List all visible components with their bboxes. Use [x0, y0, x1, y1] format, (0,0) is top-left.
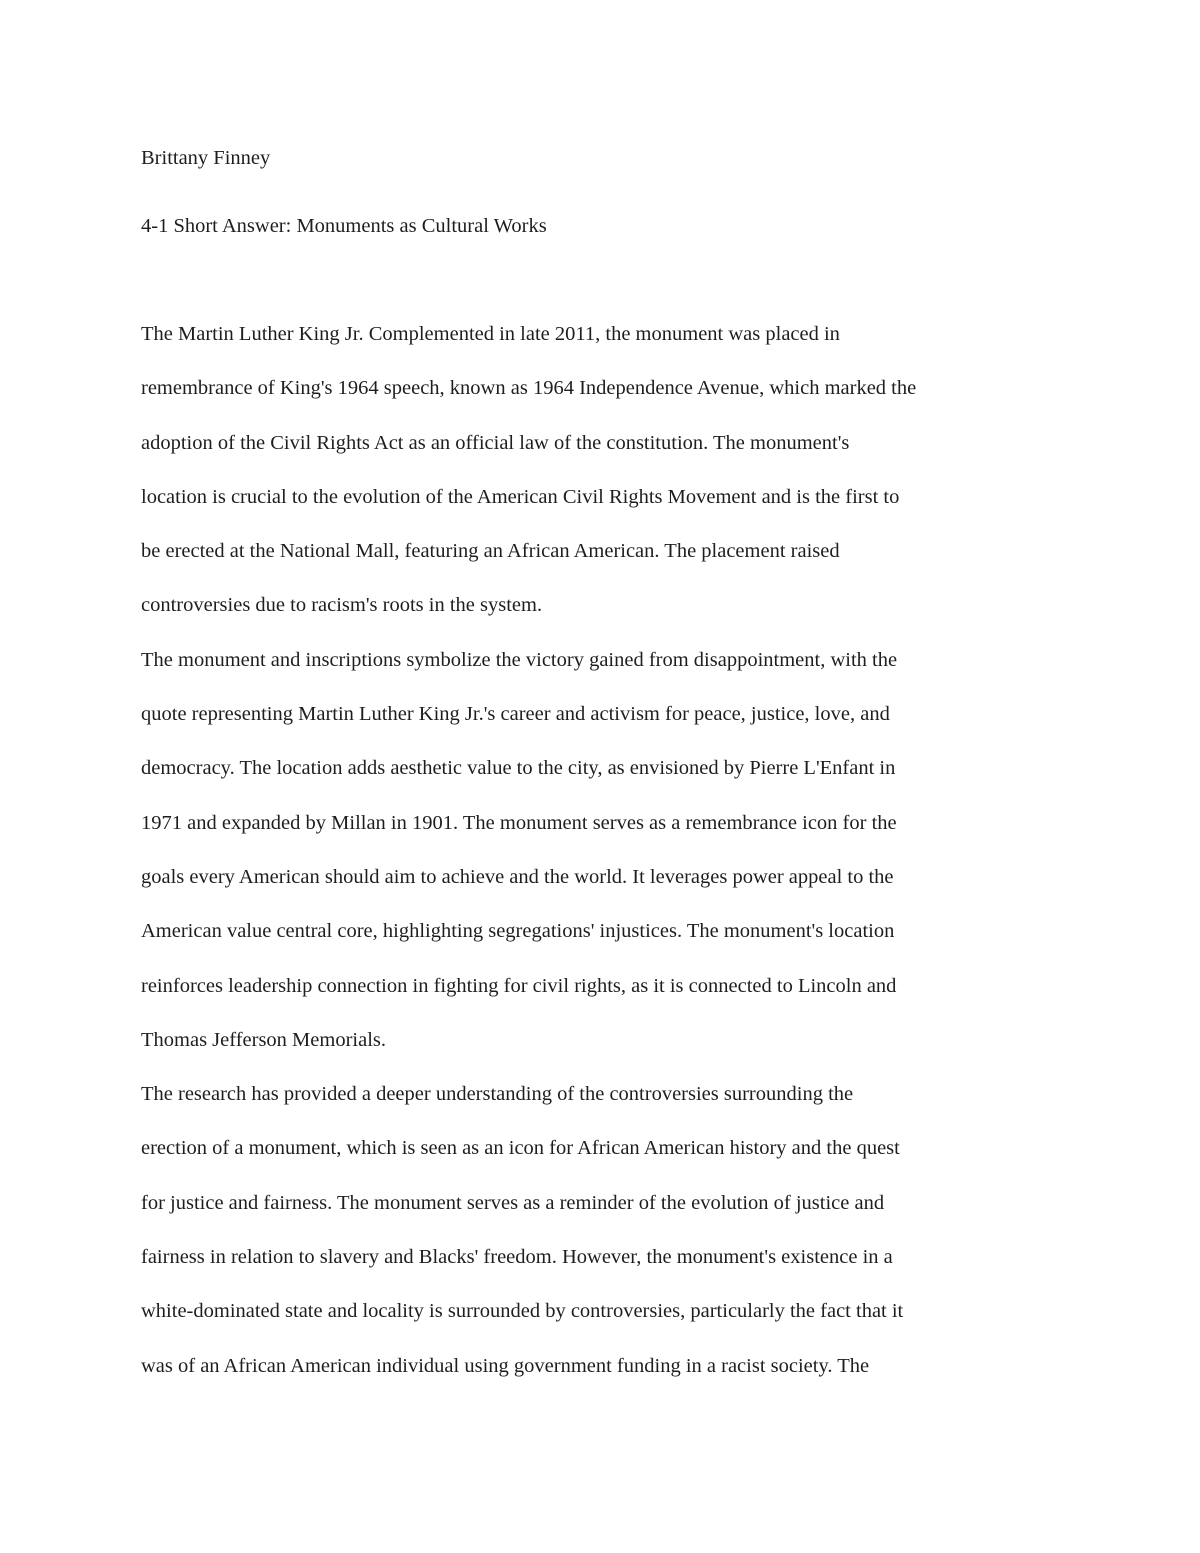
text-line: erection of a monument, which is seen as an icon for African American history and the quest — [141, 1137, 900, 1160]
text-line: adoption of the Civil Rights Act as an official law of the constitution. The monument's — [141, 431, 850, 454]
text-line: controversies due to racism's roots in the system. — [141, 594, 543, 617]
text-line: reinforces leadership connection in fighting for civil rights, as it is connected to Lincoln and — [141, 974, 897, 997]
text-line: remembrance of King's 1964 speech, known as 1964 Independence Avenue, which marked the — [141, 377, 917, 400]
text-line: for justice and fairness. The monument serves as a reminder of the evolution of justice and — [141, 1191, 885, 1214]
assignment-title: 4-1 Short Answer: Monuments as Cultural Works — [141, 215, 547, 237]
author-name: Brittany Finney — [141, 147, 271, 169]
text-line: white-dominated state and locality is surrounded by controversies, particularly the fact that it — [141, 1300, 904, 1323]
text-line: 1971 and expanded by Millan in 1901. The monument serves as a remembrance icon for the — [141, 811, 897, 834]
text-line: fairness in relation to slavery and Blacks' freedom. However, the monument's existence in a — [141, 1246, 893, 1269]
text-line: location is crucial to the evolution of the American Civil Rights Movement and is the first to — [141, 485, 900, 508]
text-line: be erected at the National Mall, featuring an African American. The placement raised — [141, 540, 840, 563]
text-line: The monument and inscriptions symbolize the victory gained from disappointment, with the — [141, 648, 898, 671]
text-line: was of an African American individual using government funding in a racist society. The — [141, 1354, 870, 1377]
text-line: democracy. The location adds aesthetic value to the city, as envisioned by Pierre L'Enfant in — [141, 757, 896, 780]
text-line: goals every American should aim to achieve and the world. It leverages power appeal to the — [141, 865, 894, 888]
text-line: American value central core, highlighting segregations' injustices. The monument's location — [141, 920, 895, 943]
text-line: Thomas Jefferson Memorials. — [141, 1028, 386, 1051]
text-line: quote representing Martin Luther King Jr.'s career and activism for peace, justice, love, and — [141, 703, 890, 726]
text-line: The research has provided a deeper understanding of the controversies surrounding the — [141, 1083, 854, 1106]
text-line: The Martin Luther King Jr. Complemented in late 2011, the monument was placed in — [141, 323, 840, 345]
body-text — [141, 320, 1101, 1406]
